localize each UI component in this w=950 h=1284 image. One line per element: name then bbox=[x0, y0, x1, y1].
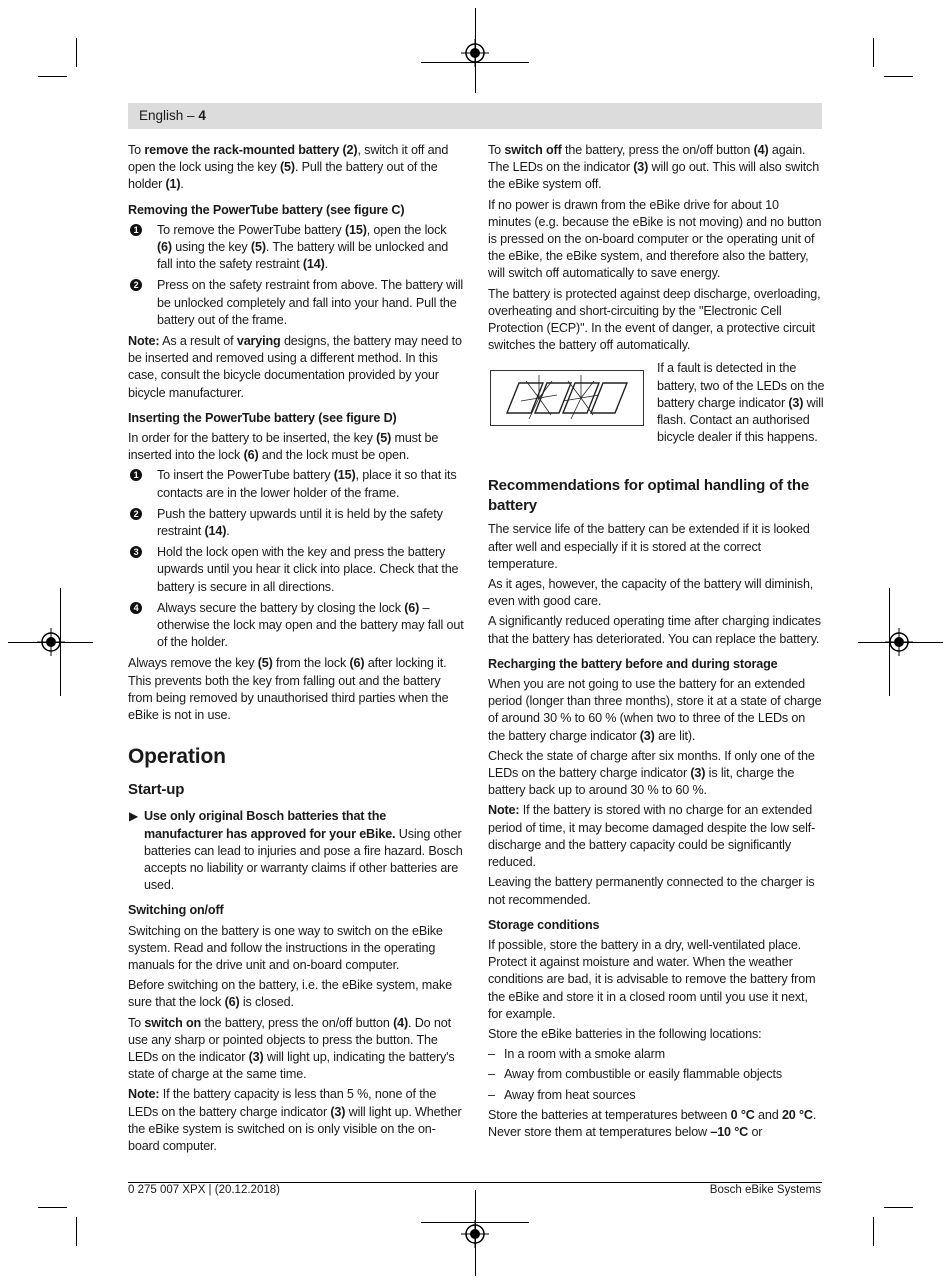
step-item: 2 Push the battery upwards until it is held by the safety restraint (14). bbox=[128, 506, 464, 540]
paragraph: As it ages, however, the capacity of the battery will diminish, even with good care. bbox=[488, 577, 814, 609]
crop-mark bbox=[38, 76, 67, 77]
crop-mark bbox=[873, 38, 874, 67]
step-number: 4 bbox=[130, 602, 142, 614]
chapter-title: Operation bbox=[128, 745, 226, 769]
step-number: 3 bbox=[130, 546, 142, 558]
led-indicator-icon bbox=[491, 371, 643, 425]
page-header bbox=[128, 103, 822, 129]
fault-text: If a fault is detected in the battery, two of the LEDs on the battery charge indicator (3) will flash. Contact an authorised bicycle dealer if this happens. bbox=[657, 361, 825, 445]
step-number: 2 bbox=[130, 279, 142, 291]
paragraph: When you are not going to use the battery for an extended period (longer than three months), store it at a state of charge of around 30 % to 60 % (when two to three of the LEDs on the battery charge indicator (3) are lit). bbox=[488, 677, 822, 743]
crop-mark bbox=[873, 1217, 874, 1246]
crop-mark bbox=[884, 76, 913, 77]
paragraph: Switching on the battery is one way to switch on the eBike system. Read and follow the instructions in the operating manuals for the drive unit and on-board computer. bbox=[128, 923, 443, 972]
footer-doc-id: 0 275 007 XPX | (20.12.2018) bbox=[128, 1184, 280, 1196]
section-heading: Inserting the PowerTube battery (see figure D) bbox=[128, 410, 397, 425]
paragraph: Check the state of charge after six months. If only one of the LEDs on the battery charge indicator (3) is lit, charge the battery back up to around 30 % to 60 %. bbox=[488, 748, 815, 798]
led-flash-illustration bbox=[490, 370, 644, 426]
section-title: Recommendations for optimal handling of the battery bbox=[488, 477, 810, 515]
paragraph: The battery is protected against deep discharge, overloading, overheating and short-circuiting by the "Electronic Cell Protection (ECP)". In the event of danger, a protective circuit switches the battery off automatically. bbox=[488, 286, 821, 353]
paragraph: A significantly reduced operating time after charging indicates that the battery has deteriorated. You can replace the battery. bbox=[488, 614, 821, 646]
list-item: – Away from combustible or easily flammable objects bbox=[488, 1067, 782, 1082]
section-heading: Switching on/off bbox=[128, 903, 224, 918]
step-item: 2 Press on the safety restraint from above. The battery will be unlocked completely and fall into your hand. Pull the battery out of the frame. bbox=[128, 277, 464, 329]
paragraph: If possible, store the battery in a dry, well-ventilated place. Protect it against moisture and water. When the weather conditions are bad, it is advisable to remove the battery from the eBike and store it in a closed room until you use it next, for example. bbox=[488, 937, 816, 1021]
crop-mark bbox=[76, 38, 77, 67]
footer-publisher: Bosch eBike Systems bbox=[709, 1184, 821, 1196]
paragraph: Store the eBike batteries in the following locations: bbox=[488, 1026, 762, 1041]
step-item: 1 To remove the PowerTube battery (15), open the lock (6) using the key (5). The battery will be unlocked and fall into the safety restraint (14). bbox=[128, 222, 464, 274]
registration-target-icon bbox=[461, 1220, 489, 1248]
crop-mark bbox=[38, 1207, 67, 1208]
paragraph: Leaving the battery permanently connected to the charger is not recommended. bbox=[488, 875, 815, 907]
triangle-bullet-icon: ▶ bbox=[129, 809, 139, 824]
section-heading: Removing the PowerTube battery (see figure C) bbox=[128, 202, 405, 217]
paragraph: Always remove the key (5) from the lock (6) after locking it. This prevents both the key from falling out and the battery from being removed by unauthorised third parties when the eBike is not in use. bbox=[128, 656, 449, 723]
registration-target-icon bbox=[461, 39, 489, 67]
section-heading: Recharging the battery before and during storage bbox=[488, 656, 778, 671]
section-heading: Storage conditions bbox=[488, 917, 600, 932]
footer-rule bbox=[128, 1182, 822, 1183]
registration-target-icon bbox=[37, 628, 65, 656]
right-column bbox=[488, 142, 824, 1144]
warning-item: ▶ Use only original Bosch batteries that the manufacturer has approved for your eBike. Using other batteries can lead to injuries and pose a fire hazard. Bosch accepts no liability or warranty claims if other batteries are used. bbox=[129, 809, 463, 893]
paragraph: To remove the rack-mounted battery (2), switch it off and open the lock using the key (5). Pull the battery out of the holder (1). bbox=[128, 143, 449, 192]
fault-figure-row bbox=[488, 360, 824, 462]
step-item: 3 Hold the lock open with the key and press the battery upwards until you hear it click into place. Check that the battery is secure in all directions. bbox=[128, 544, 464, 596]
note: Note: As a result of varying designs, the battery may need to be inserted and removed using a different method. In this case, consult the bicycle documentation provided by your bicycle manufacturer. bbox=[128, 334, 462, 400]
paragraph: To switch on the battery, press the on/off button (4). Do not use any sharp or pointed objects to press the button. The LEDs on the indicator (3) will light up, indicating the battery's state of charge at the same time. bbox=[128, 1015, 455, 1082]
paragraph: If no power is drawn from the eBike drive for about 10 minutes (e.g. because the eBike is not moving) and no button is pressed on the on-board computer or the operating unit of the eBike, the eBike system, and therefore also the battery, will switch off automatically to save energy. bbox=[488, 197, 822, 281]
crop-mark bbox=[76, 1217, 77, 1246]
note: Note: If the battery is stored with no charge for an extended period of time, it may become damaged despite the low self-discharge and the battery capacity could be significantly reduced. bbox=[488, 803, 816, 870]
step-number: 1 bbox=[130, 469, 142, 481]
step-number: 1 bbox=[130, 224, 142, 236]
paragraph: In order for the battery to be inserted, the key (5) must be inserted into the lock (6) and the lock must be open. bbox=[128, 431, 439, 463]
step-item: 1 To insert the PowerTube battery (15), place it so that its contacts are in the lower holder of the frame. bbox=[128, 467, 464, 501]
header-label: English – 4 bbox=[139, 108, 206, 123]
section-title: Start-up bbox=[128, 781, 185, 799]
list-item: – In a room with a smoke alarm bbox=[488, 1047, 665, 1062]
paragraph: To switch off the battery, press the on/off button (4) again. The LEDs on the indicator (3) will go out. This will also switch the eBike system off. bbox=[488, 143, 820, 192]
registration-target-icon bbox=[885, 628, 913, 656]
paragraph: The service life of the battery can be extended if it is looked after well and especially if it is stored at the correct temperature. bbox=[488, 522, 810, 571]
crop-mark bbox=[884, 1207, 913, 1208]
note: Note: If the battery capacity is less than 5 %, none of the LEDs on the battery charge indicator (3) will light up. Whether the eBike system is switched on is only visible on the on-board computer. bbox=[128, 1087, 462, 1153]
left-column bbox=[128, 142, 464, 1158]
list-item: – Away from heat sources bbox=[488, 1087, 636, 1102]
step-item: 4 Always secure the battery by closing the lock (6) – otherwise the lock may open and the battery may fall out of the holder. bbox=[128, 600, 464, 652]
paragraph: Store the batteries at temperatures between 0 °C and 20 °C. Never store them at temperatures below –10 °C or bbox=[488, 1107, 817, 1139]
step-number: 2 bbox=[130, 508, 142, 520]
paragraph: Before switching on the battery, i.e. the eBike system, make sure that the lock (6) is closed. bbox=[128, 978, 452, 1010]
